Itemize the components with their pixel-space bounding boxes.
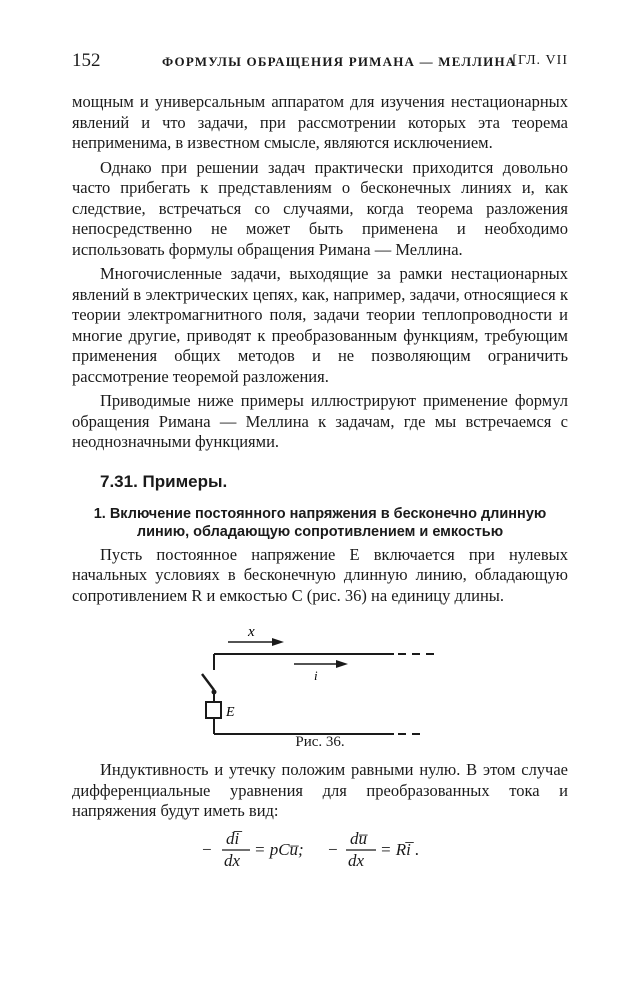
page-number: 152 — [72, 50, 101, 71]
source-box — [206, 702, 221, 718]
denominator-1: dx — [224, 850, 241, 870]
subsection-title — [72, 505, 568, 541]
denominator-2: dx — [348, 850, 365, 870]
paragraph-3: Многочисленные задачи, выходящие за рамки нестационарных явлений в электрических цепях, как, например, задачи, относящиеся к теории электромагнитного поля, задачи теории теплопроводности и многие другие, приводят к преобразованным функциям, требующим применения общих методов и не позволяющим ограничить рассмотрение теоремой разложения. — [72, 264, 568, 386]
minus-1: − — [202, 839, 212, 859]
subsection-title-line2: линию, обладающую сопротивлением и емкостью — [136, 523, 504, 540]
paragraph-4: Приводимые ниже примеры иллюстрируют применение формул обращения Римана — Меллина к задачам, где мы встречаемся с неоднозначными функциями. — [72, 391, 568, 451]
figure-36 — [72, 612, 568, 782]
section-title: 7.31. Примеры. — [100, 471, 228, 491]
E-label: E — [226, 705, 235, 720]
paragraph-2: Однако при решении задач практически приходится довольно часто прибегать к представлениям о бесконечных линиях и, как следствие, встречаться со случаями, когда теорема разложения непосредственно не может быть применена и необходимо использовать формулы обращения Римана — Меллина. — [72, 157, 568, 259]
rhs-2: = Ri̅ . — [380, 839, 420, 859]
subsection-title-line1: 1. Включение постоянного напряжения в бесконечно длинную — [93, 505, 547, 522]
chapter-label: [ГЛ. VII — [512, 53, 568, 68]
formula-svg — [72, 828, 568, 872]
page-header — [72, 50, 568, 76]
i-arrow-head — [336, 660, 348, 668]
numerator-1: di̅ — [226, 828, 240, 848]
running-title: ФОРМУЛЫ ОБРАЩЕНИЯ РИМАНА — МЕЛЛИНА — [162, 54, 517, 69]
i-label: i — [314, 668, 318, 683]
x-label: x — [248, 624, 255, 640]
paragraph-after-figure: Индуктивность и утечку положим равными нулю. В этом случае дифференциальные уравнения для преобразованных тока и напряжения будут иметь вид: — [72, 760, 568, 820]
switch-blade — [202, 674, 214, 690]
rhs-1: = pCu̅; — [254, 839, 304, 859]
x-arrow-head — [272, 638, 284, 646]
numerator-2: du̅ — [350, 828, 367, 848]
paragraph-1: мощным и универсальным аппаратом для изучения нестационарных явлений и что задачи, при рассмотрении которых эта теорема неприменима, в известном смысле, являются исключением. — [72, 92, 568, 152]
figure-caption: Рис. 36. — [295, 734, 345, 750]
paragraph-problem: Пусть постоянное напряжение E включается при нулевых начальных условиях в бесконечную длинную линию, обладающую сопротивлением R и емкостью C (рис. 36) на единицу длины. — [72, 544, 568, 605]
minus-2: − — [328, 839, 338, 859]
formula — [72, 828, 568, 872]
page-body — [72, 92, 568, 872]
circuit-diagram — [72, 612, 568, 742]
